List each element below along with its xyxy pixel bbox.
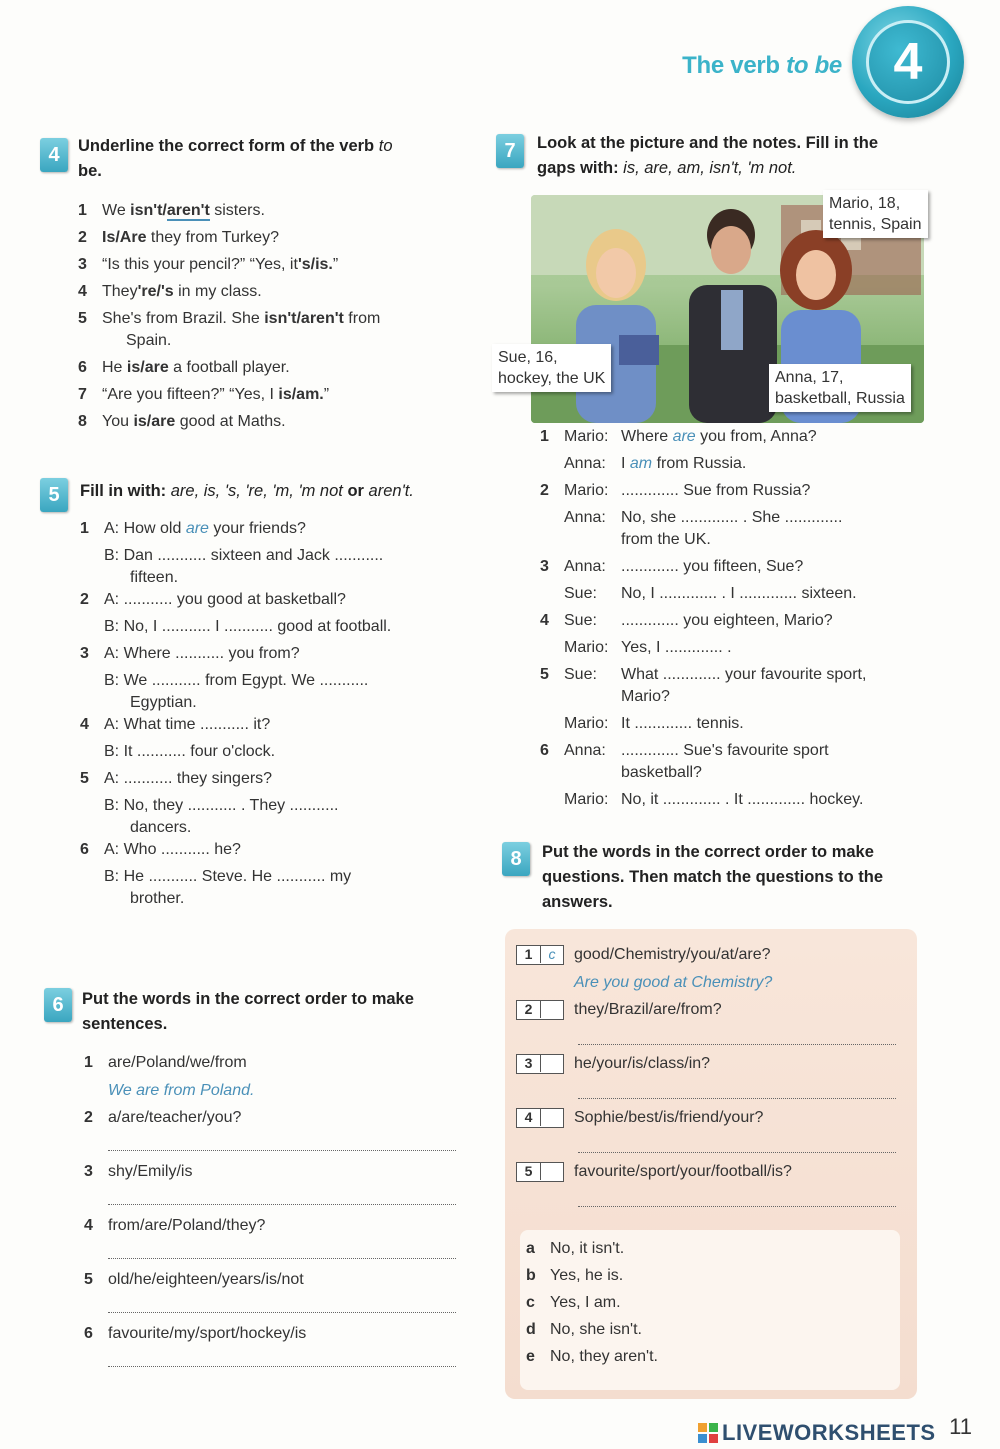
speaker: Sue: <box>564 585 597 602</box>
dialogue-text <box>621 529 711 551</box>
item-number <box>540 507 564 529</box>
item-text-end: sisters. <box>209 202 265 219</box>
speaker: Anna: <box>564 509 606 526</box>
ex8-question <box>516 1161 906 1183</box>
page-number: 11 <box>949 1414 972 1439</box>
item-number: 1 <box>84 1054 93 1071</box>
question-words: favourite/sport/your/football/is? <box>574 1163 792 1180</box>
item-words: a/are/teacher/you? <box>108 1109 242 1126</box>
answer-input-line[interactable] <box>108 1203 456 1205</box>
speaker: Anna: <box>564 455 606 472</box>
match-letter <box>542 1001 562 1018</box>
match-box[interactable] <box>516 1000 564 1020</box>
item-text: We <box>102 202 131 219</box>
question-words: Sophie/best/is/friend/your? <box>574 1109 764 1126</box>
dialogue-text <box>621 610 833 632</box>
unit-number: 4 <box>866 20 950 104</box>
match-box[interactable] <box>516 945 564 965</box>
ex6-item <box>84 1323 456 1345</box>
note-sue: Sue, 16, hockey, the UK <box>492 344 611 392</box>
text-start: No, she ............. . She ............. <box>621 509 843 526</box>
dialogue-text <box>621 740 829 762</box>
match-letter <box>542 1109 562 1126</box>
item-number <box>540 686 564 708</box>
dialogue-text <box>621 664 866 686</box>
match-letter <box>542 1163 562 1180</box>
text-start: Yes, I ............. . <box>621 639 732 656</box>
ex5-line <box>80 795 460 817</box>
item-number: 4 <box>540 612 549 629</box>
ex8-question <box>516 944 906 966</box>
ex7-line <box>540 664 930 686</box>
ex6-item <box>84 1215 456 1237</box>
item-number: 3 <box>80 645 89 662</box>
text-start: ............. Sue from Russia? <box>621 482 811 499</box>
answer-input-line[interactable] <box>108 1311 456 1313</box>
ex5-line <box>80 839 460 861</box>
ex4-item <box>78 227 458 249</box>
item-number <box>540 789 564 811</box>
item-text: A: ........... they singers? <box>104 770 273 787</box>
item-number: 7 <box>78 386 87 403</box>
item-number: 1 <box>78 202 87 219</box>
item-number <box>540 583 564 605</box>
ex7-line <box>540 453 930 475</box>
item-text: B: No, I ........... I ........... good at football. <box>104 618 392 635</box>
item-number <box>540 762 564 784</box>
speaker: Mario: <box>564 482 609 499</box>
speaker <box>564 762 621 784</box>
item-text: She's from Brazil. She <box>102 310 265 327</box>
ex5-line <box>80 888 460 910</box>
dialogue-text <box>621 556 803 578</box>
ex6-item <box>84 1107 456 1129</box>
ex5-line <box>80 741 460 763</box>
ex6-item <box>84 1052 456 1074</box>
text-start: What ............. your favourite sport, <box>621 666 867 683</box>
speaker: Mario: <box>564 639 609 656</box>
item-number <box>540 713 564 735</box>
liveworksheets-watermark: LIVEWORKSHEETS <box>698 1420 936 1446</box>
speaker: Mario: <box>564 791 609 808</box>
item-number: 3 <box>84 1163 93 1180</box>
item-options: is/are <box>133 413 176 430</box>
ex7-line <box>540 583 930 605</box>
question-number: 2 <box>517 1001 541 1018</box>
answer-input-line[interactable] <box>108 1257 456 1259</box>
speaker: Anna: <box>564 742 606 759</box>
answer-text: No, it isn't. <box>550 1240 625 1257</box>
exercise-6-list <box>84 1052 456 1377</box>
item-text: dancers. <box>130 819 192 836</box>
item-number: 6 <box>80 841 89 858</box>
item-text: B: It ........... four o'clock. <box>104 743 276 760</box>
exercise-7-title: Look at the picture and the notes. Fill in the gaps with: is, are, am, isn't, 'm not. <box>537 134 879 177</box>
speaker: Anna: <box>564 558 606 575</box>
answer-input-line[interactable] <box>578 1097 896 1099</box>
answer-text: Yes, I am. <box>550 1294 621 1311</box>
text-end: you from, Anna? <box>695 428 817 445</box>
text-start: Where <box>621 428 673 445</box>
item-text: A: How old <box>104 520 186 537</box>
dialogue-text <box>621 686 670 708</box>
dialogue-text <box>621 713 744 735</box>
item-text: A: What time ........... it? <box>104 716 271 733</box>
exercise-7-dialogue <box>540 426 930 816</box>
exercise-4-title: Underline the correct form of the verb to be. <box>78 137 393 180</box>
speaker <box>564 529 621 551</box>
text-start: No, I ............. . I ............. sixteen. <box>621 585 857 602</box>
ex7-line <box>540 762 930 784</box>
item-number <box>540 529 564 551</box>
ex8-answer <box>526 1238 886 1260</box>
item-options: Is/Are <box>102 229 147 246</box>
answer-input-line[interactable] <box>578 1205 896 1207</box>
text-start: from the UK. <box>621 531 711 548</box>
ex7-line <box>540 529 930 551</box>
match-box[interactable] <box>516 1162 564 1182</box>
item-number: 1 <box>80 520 89 537</box>
item-options: isn't/aren't <box>130 202 210 219</box>
ex7-line <box>540 610 930 632</box>
item-text: “Are you fifteen?” “Yes, I <box>102 386 279 403</box>
speaker: Mario: <box>564 428 609 445</box>
answer-letter: b <box>526 1267 536 1284</box>
question-number: 4 <box>517 1109 541 1126</box>
item-words: are/Poland/we/from <box>108 1054 247 1071</box>
ex8-question <box>516 999 906 1021</box>
text-start: It ............. tennis. <box>621 715 744 732</box>
item-text-end: they from Turkey? <box>146 229 279 246</box>
dialogue-text <box>621 583 857 605</box>
exercise-4-list <box>78 200 458 438</box>
item-text: You <box>102 413 134 430</box>
answer-input-line[interactable] <box>578 1043 896 1045</box>
speaker: Sue: <box>564 666 597 683</box>
ex5-line <box>80 643 460 665</box>
item-number: 3 <box>540 558 549 575</box>
item-number: 2 <box>78 229 87 246</box>
ex5-line <box>80 589 460 611</box>
item-words: shy/Emily/is <box>108 1163 193 1180</box>
answer-text: No, they aren't. <box>550 1348 658 1365</box>
item-text: A: Who ........... he? <box>104 841 241 858</box>
ex5-line <box>80 866 460 888</box>
item-options: is/am. <box>278 386 324 403</box>
ex5-line <box>80 817 460 839</box>
item-number: 2 <box>80 591 89 608</box>
item-number: 6 <box>78 359 87 376</box>
answer-letter: a <box>526 1240 535 1257</box>
text-end: from Russia. <box>652 455 747 472</box>
dialogue-text <box>621 480 810 502</box>
item-text: B: Dan ........... sixteen and Jack ........... <box>104 547 384 564</box>
note-mario: Mario, 18, tennis, Spain <box>823 190 928 238</box>
ex5-line <box>80 670 460 692</box>
ex4-item <box>78 384 458 406</box>
item-number: 2 <box>540 482 549 499</box>
item-text-end: ” <box>332 256 339 273</box>
ex6-item <box>84 1161 456 1183</box>
answer-input-line[interactable] <box>108 1365 456 1367</box>
question-words: good/Chemistry/you/at/are? <box>574 946 771 963</box>
item-options: is/are <box>126 359 169 376</box>
item-options: 're/'s <box>137 283 174 300</box>
ex8-answer <box>526 1292 886 1314</box>
ex8-question <box>516 1053 906 1075</box>
example-answer: are <box>672 428 696 445</box>
ex7-line <box>540 480 930 502</box>
exercise-7-number: 7 <box>496 134 524 168</box>
ex5-line <box>80 768 460 790</box>
ex7-line <box>540 789 930 811</box>
exercise-6-title: Put the words in the correct order to make sentences. <box>82 990 414 1033</box>
item-number: 8 <box>78 413 87 430</box>
ex5-line <box>80 616 460 638</box>
match-box[interactable] <box>516 1108 564 1128</box>
item-number: 4 <box>84 1217 93 1234</box>
item-text: “Is this your pencil?” “Yes, it <box>102 256 298 273</box>
item-number: 5 <box>84 1271 93 1288</box>
exercise-5-title: Fill in with: are, is, 's, 're, 'm, 'm not or aren't. <box>80 482 414 500</box>
ex7-line <box>540 686 930 708</box>
exercise-5-list <box>80 518 460 910</box>
answer-text: Yes, he is. <box>550 1267 624 1284</box>
liveworksheets-logo-icon <box>698 1423 718 1443</box>
text-start: ............. Sue's favourite sport <box>621 742 829 759</box>
exercise-4-number: 4 <box>40 138 68 172</box>
dialogue-text <box>621 637 732 659</box>
ex7-line <box>540 507 930 529</box>
dialogue-text <box>621 789 863 811</box>
text-start: basketball? <box>621 764 702 781</box>
answer-letter: e <box>526 1348 535 1365</box>
item-options: isn't/aren't <box>264 310 344 327</box>
ex4-item <box>78 330 458 352</box>
ex8-answer <box>526 1265 886 1287</box>
ex4-item <box>78 308 458 330</box>
item-text: A: Where ........... you from? <box>104 645 300 662</box>
item-text: B: We ........... from Egypt. We ........... <box>104 672 369 689</box>
answer-letter: d <box>526 1321 536 1338</box>
exercise-6-number: 6 <box>44 988 72 1022</box>
example-answer: We are from Poland. <box>108 1082 255 1099</box>
item-number: 2 <box>84 1109 93 1126</box>
match-letter <box>542 1055 562 1072</box>
item-text-end: your friends? <box>208 520 306 537</box>
question-words: they/Brazil/are/from? <box>574 1001 722 1018</box>
answer-input-line[interactable] <box>108 1149 456 1151</box>
answer-text: No, she isn't. <box>550 1321 642 1338</box>
item-text: He <box>102 359 127 376</box>
ex4-item <box>78 200 458 222</box>
item-text: B: He ........... Steve. He ........... my <box>104 868 352 885</box>
item-number: 5 <box>78 310 87 327</box>
item-text-end: ” <box>323 386 330 403</box>
speaker: Mario: <box>564 715 609 732</box>
speaker <box>564 686 621 708</box>
text-start: I <box>621 455 630 472</box>
question-number: 1 <box>517 946 541 963</box>
ex5-line <box>80 518 460 540</box>
example-answer: am <box>629 455 653 472</box>
answer-input-line[interactable] <box>578 1151 896 1153</box>
ex4-item <box>78 281 458 303</box>
item-text-end: a football player. <box>168 359 290 376</box>
ex8-answer <box>526 1319 886 1341</box>
ex5-line <box>80 545 460 567</box>
exercise-8-number: 8 <box>502 842 530 876</box>
dialogue-text <box>621 453 746 475</box>
exercise-8-title: Put the words in the correct order to make questions. Then match the questions to the answers. <box>542 843 884 911</box>
match-letter: c <box>548 946 556 962</box>
item-words: old/he/eighteen/years/is/not <box>108 1271 304 1288</box>
ex4-item <box>78 357 458 379</box>
item-text-end: in my class. <box>173 283 262 300</box>
question-words: he/your/is/class/in? <box>574 1055 711 1072</box>
dialogue-text <box>621 507 842 529</box>
match-box[interactable] <box>516 1054 564 1074</box>
item-words: favourite/my/sport/hockey/is <box>108 1325 307 1342</box>
exercise-5-number: 5 <box>40 478 68 512</box>
answer-letter: c <box>526 1294 535 1311</box>
ex7-line <box>540 556 930 578</box>
ex7-line <box>540 637 930 659</box>
item-text-end: good at Maths. <box>175 413 286 430</box>
text-start: Mario? <box>621 688 670 705</box>
example-answer: Are you good at Chemistry? <box>574 974 773 991</box>
item-text: brother. <box>130 890 185 907</box>
ex7-line <box>540 713 930 735</box>
item-text: fifteen. <box>130 569 179 586</box>
ex7-line <box>540 426 930 448</box>
item-number: 5 <box>80 770 89 787</box>
item-words: from/are/Poland/they? <box>108 1217 266 1234</box>
ex4-item <box>78 254 458 276</box>
ex5-line <box>80 692 460 714</box>
example-answer: are <box>185 520 209 537</box>
question-number: 5 <box>517 1163 541 1180</box>
chapter-title: The verb to be <box>682 52 842 79</box>
item-number: 3 <box>78 256 87 273</box>
ex5-line <box>80 714 460 736</box>
item-number: 5 <box>540 666 549 683</box>
item-number <box>540 637 564 659</box>
item-number: 6 <box>540 742 549 759</box>
ex7-line <box>540 740 930 762</box>
item-number <box>540 453 564 475</box>
dialogue-text <box>621 762 702 784</box>
item-text-end: from <box>343 310 381 327</box>
note-anna: Anna, 17, basketball, Russia <box>769 364 911 412</box>
item-text: B: No, they ........... . They ........... <box>104 797 339 814</box>
item-text: Egyptian. <box>130 694 197 711</box>
ex6-item <box>84 1269 456 1291</box>
item-number: 1 <box>540 428 549 445</box>
item-number: 6 <box>84 1325 93 1342</box>
ex4-item <box>78 411 458 433</box>
ex8-question <box>516 1107 906 1129</box>
item-text: A: ........... you good at basketball? <box>104 591 346 608</box>
ex5-line <box>80 567 460 589</box>
question-number: 3 <box>517 1055 541 1072</box>
item-options: 's/is. <box>297 256 333 273</box>
item-text: Spain. <box>126 332 172 349</box>
text-start: ............. you eighteen, Mario? <box>621 612 833 629</box>
exercise-8-questions <box>516 944 906 1215</box>
text-start: ............. you fifteen, Sue? <box>621 558 804 575</box>
item-number: 4 <box>80 716 89 733</box>
text-start: No, it ............. . It ............. hockey. <box>621 791 864 808</box>
item-number: 4 <box>78 283 87 300</box>
speaker: Sue: <box>564 612 597 629</box>
dialogue-text <box>621 426 817 448</box>
item-text: They <box>102 283 138 300</box>
exercise-8-answers <box>526 1238 886 1373</box>
ex8-answer <box>526 1346 886 1368</box>
